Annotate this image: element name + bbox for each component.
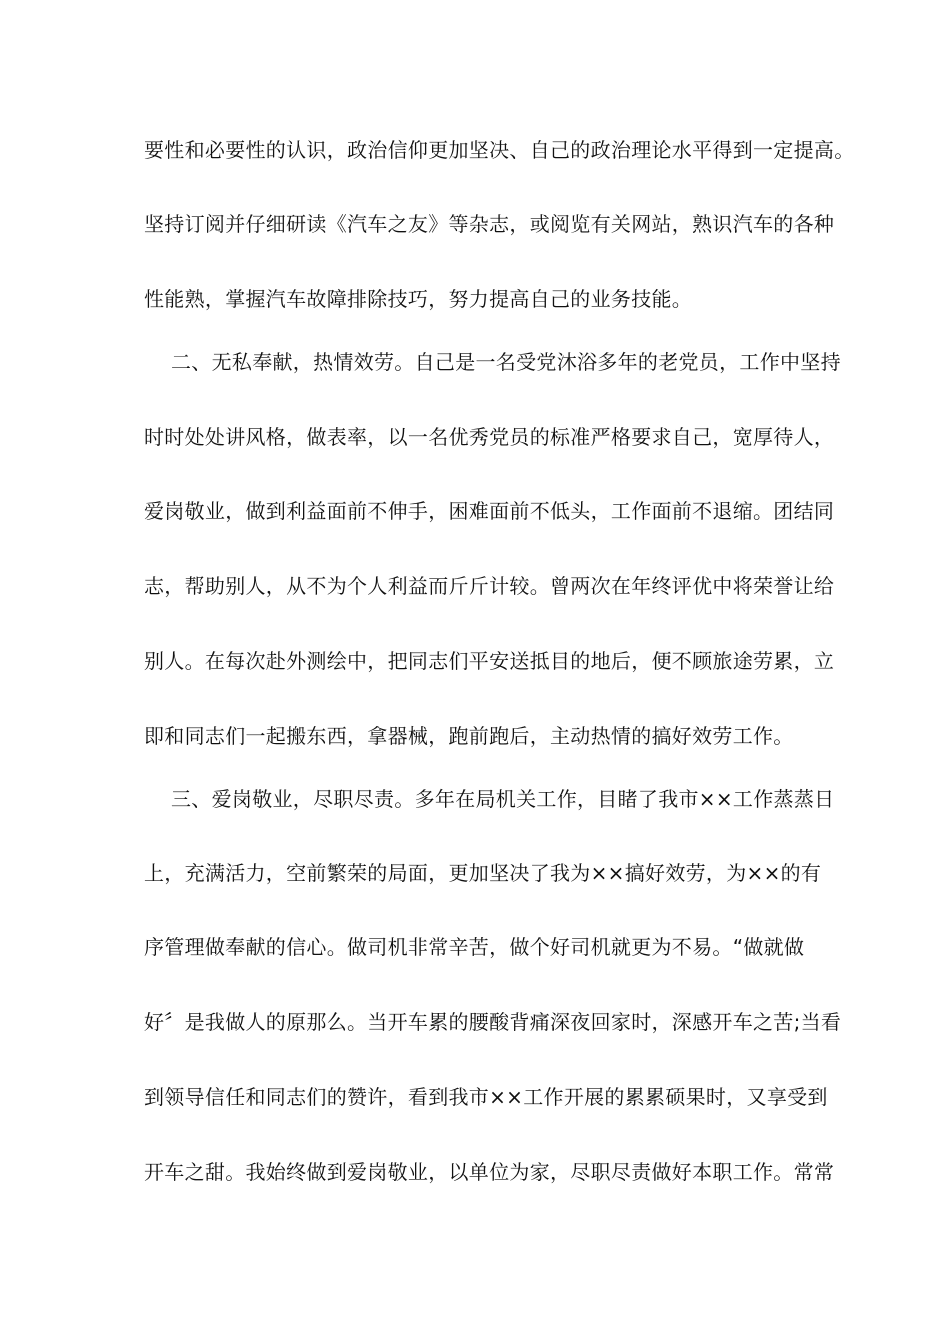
paragraph-line: 性能熟，掌握汽车故障排除技巧，努力提高自己的业务技能。: [144, 287, 693, 311]
paragraph-line: 三、爱岗敬业，尽职尽责。多年在局机关工作，目睹了我市××工作蒸蒸日: [171, 787, 835, 811]
paragraph-line: 到领导信任和同志们的赞许，看到我市××工作开展的累累硕果时，又享受到: [144, 1085, 828, 1109]
paragraph-line: 爱岗敬业，做到利益面前不伸手，困难面前不低头，工作面前不退缩。团结同: [144, 499, 835, 523]
paragraph-line: 坚持订阅并仔细研读《汽车之友》等杂志，或阅览有关网站，熟识汽车的各种: [144, 212, 835, 236]
paragraph-line: 好〞是我做人的原那么。当开车累的腰酸背痛深夜回家时，深感开车之苦;当看: [144, 1010, 842, 1034]
paragraph-line: 别人。在每次赴外测绘中，把同志们平安送抵目的地后，便不顾旅途劳累，立: [144, 649, 835, 673]
paragraph-line: 志，帮助别人，从不为个人利益而斤斤计较。曾两次在年终评优中将荣誉让给: [144, 574, 835, 598]
paragraph-line: 上，充满活力，空前繁荣的局面，更加坚决了我为××搞好效劳，为××的有: [144, 861, 822, 885]
paragraph-line: 开车之甜。我始终做到爱岗敬业，以单位为家，尽职尽责做好本职工作。常常: [144, 1160, 835, 1184]
paragraph-line: 时时处处讲风格，做表率，以一名优秀党员的标准严格要求自己，宽厚待人，: [144, 425, 835, 449]
paragraph-line: 即和同志们一起搬东西，拿器械，跑前跑后，主动热情的搞好效劳工作。: [144, 724, 794, 748]
paragraph-line: 序管理做奉献的信心。做司机非常辛苦，做个好司机就更为不易。“做就做: [144, 935, 805, 959]
paragraph-line: 要性和必要性的认识，政治信仰更加坚决、自己的政治理论水平得到一定提高。: [144, 138, 855, 162]
paragraph-line: 二、无私奉献，热情效劳。自己是一名受党沐浴多年的老党员，工作中坚持: [171, 350, 841, 374]
